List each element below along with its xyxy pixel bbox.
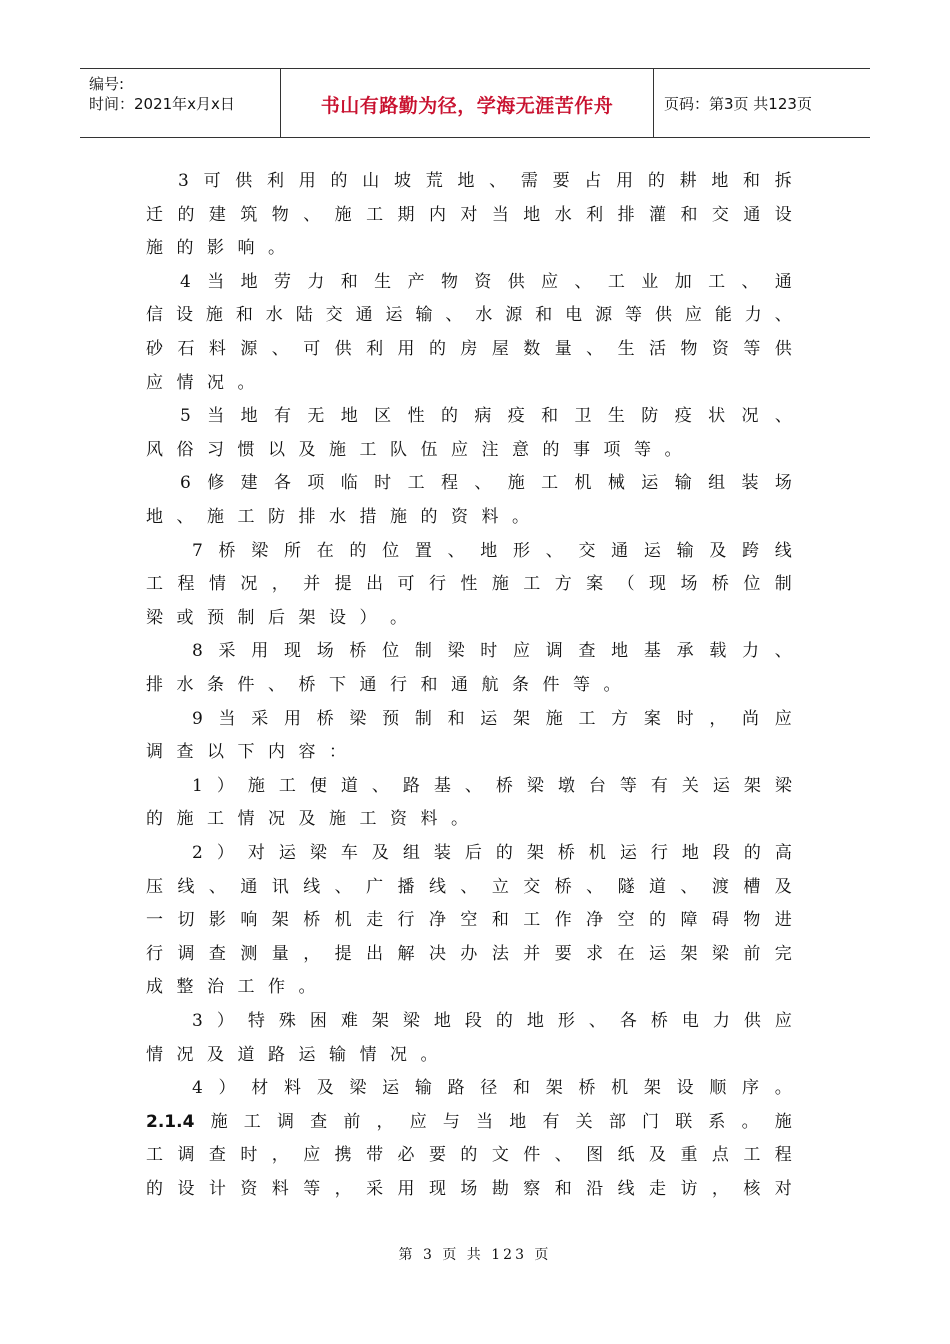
header-motto: 书山有路勤为径，学海无涯苦作舟 [320,95,614,117]
header-motto-cell [281,69,654,137]
text-line: 砂 石 料 源 、 可 供 利 用 的 房 屋 数 量 、 生 活 物 资 等 供 [146,339,792,359]
document-time-label: 时间：2021年x月x日 [89,95,235,113]
text-line: 2 ） 对 运 梁 车 及 组 装 后 的 架 桥 机 运 行 地 段 的 高 [192,843,792,863]
text-line: 施 的 影 响 。 [146,238,285,259]
text-line: 4 ） 材 料 及 梁 运 输 路 径 和 架 桥 机 架 设 顺 序 。 [192,1078,792,1099]
text-line: 9 当 采 用 桥 梁 预 制 和 运 架 施 工 方 案 时 ， 尚 应 [192,708,792,729]
text-line: 地 、 施 工 防 排 水 措 施 的 资 料 。 [146,507,529,527]
text-line: 的 施 工 情 况 及 施 工 资 料 。 [146,809,468,830]
page-header [80,68,870,138]
text-line: 行 调 查 测 量 ， 提 出 解 决 办 法 并 要 求 在 运 架 梁 前 完 [146,943,792,964]
text-line: 梁 或 预 制 后 架 设 ） 。 [146,607,407,628]
header-page-number: 页码：第3页 共123页 [664,95,812,113]
text-line: 4 当 地 劳 力 和 生 产 物 资 供 应 、 工 业 加 工 、 通 [180,271,792,292]
text-line: 5 当 地 有 无 地 区 性 的 病 疫 和 卫 生 防 疫 状 况 、 [180,406,792,427]
text-line: 1 ） 施 工 便 道 、 路 基 、 桥 梁 墩 台 等 有 关 运 架 梁 [192,775,792,796]
text-line: 2.1.4 施 工 调 查 前 ， 应 与 当 地 有 关 部 门 联 系 。 施 [146,1111,792,1132]
text-line: 3 可 供 利 用 的 山 坡 荒 地 、 需 要 占 用 的 耕 地 和 拆 [178,171,792,191]
text-line: 8 采 用 现 场 桥 位 制 梁 时 应 调 查 地 基 承 载 力 、 [192,641,792,662]
text-line: 成 整 治 工 作 。 [146,977,316,998]
text-line: 信 设 施 和 水 陆 交 通 运 输 、 水 源 和 电 源 等 供 应 能 力 、 [146,305,792,326]
document-code-label: 编号: [89,75,125,93]
text-line: 3 ） 特 殊 困 难 架 梁 地 段 的 地 形 、 各 桥 电 力 供 应 [192,1011,792,1031]
text-line: 一 切 影 响 架 桥 机 走 行 净 空 和 工 作 净 空 的 障 碍 物 进 [146,910,792,931]
text-line: 情 况 及 道 路 运 输 情 况 。 [146,1044,438,1065]
text-line: 6 修 建 各 项 临 时 工 程 、 施 工 机 械 运 输 组 装 场 [180,473,792,494]
text-line: 7 桥 梁 所 在 的 位 置 、 地 形 、 交 通 运 输 及 跨 线 [192,540,792,561]
header-page-cell [654,69,870,137]
text-line: 工 程 情 况 ， 并 提 出 可 行 性 施 工 方 案 （ 现 场 桥 位 制 [146,574,792,595]
text-line: 应 情 况 。 [146,372,255,393]
text-line: 排 水 条 件 、 桥 下 通 行 和 通 航 条 件 等 。 [146,675,621,695]
text-line: 风 俗 习 惯 以 及 施 工 队 伍 应 注 意 的 事 项 等 。 [146,439,682,460]
text-line: 压 线 、 通 讯 线 、 广 播 线 、 立 交 桥 、 隧 道 、 渡 槽 及 [146,876,792,897]
header-meta-cell [80,69,281,137]
text-line: 迁 的 建 筑 物 、 施 工 期 内 对 当 地 水 利 排 灌 和 交 通 设 [146,204,792,225]
text-line: 调 查 以 下 内 容 ： [146,742,346,763]
text-line: 的 设 计 资 料 等 ， 采 用 现 场 勘 察 和 沿 线 走 访 ， 核 对 [146,1179,792,1199]
page-footer: 第 3 页 共 123 页 [398,1247,552,1263]
text-line: 工 调 查 时 ， 应 携 带 必 要 的 文 件 、 图 纸 及 重 点 工 程 [146,1145,792,1166]
